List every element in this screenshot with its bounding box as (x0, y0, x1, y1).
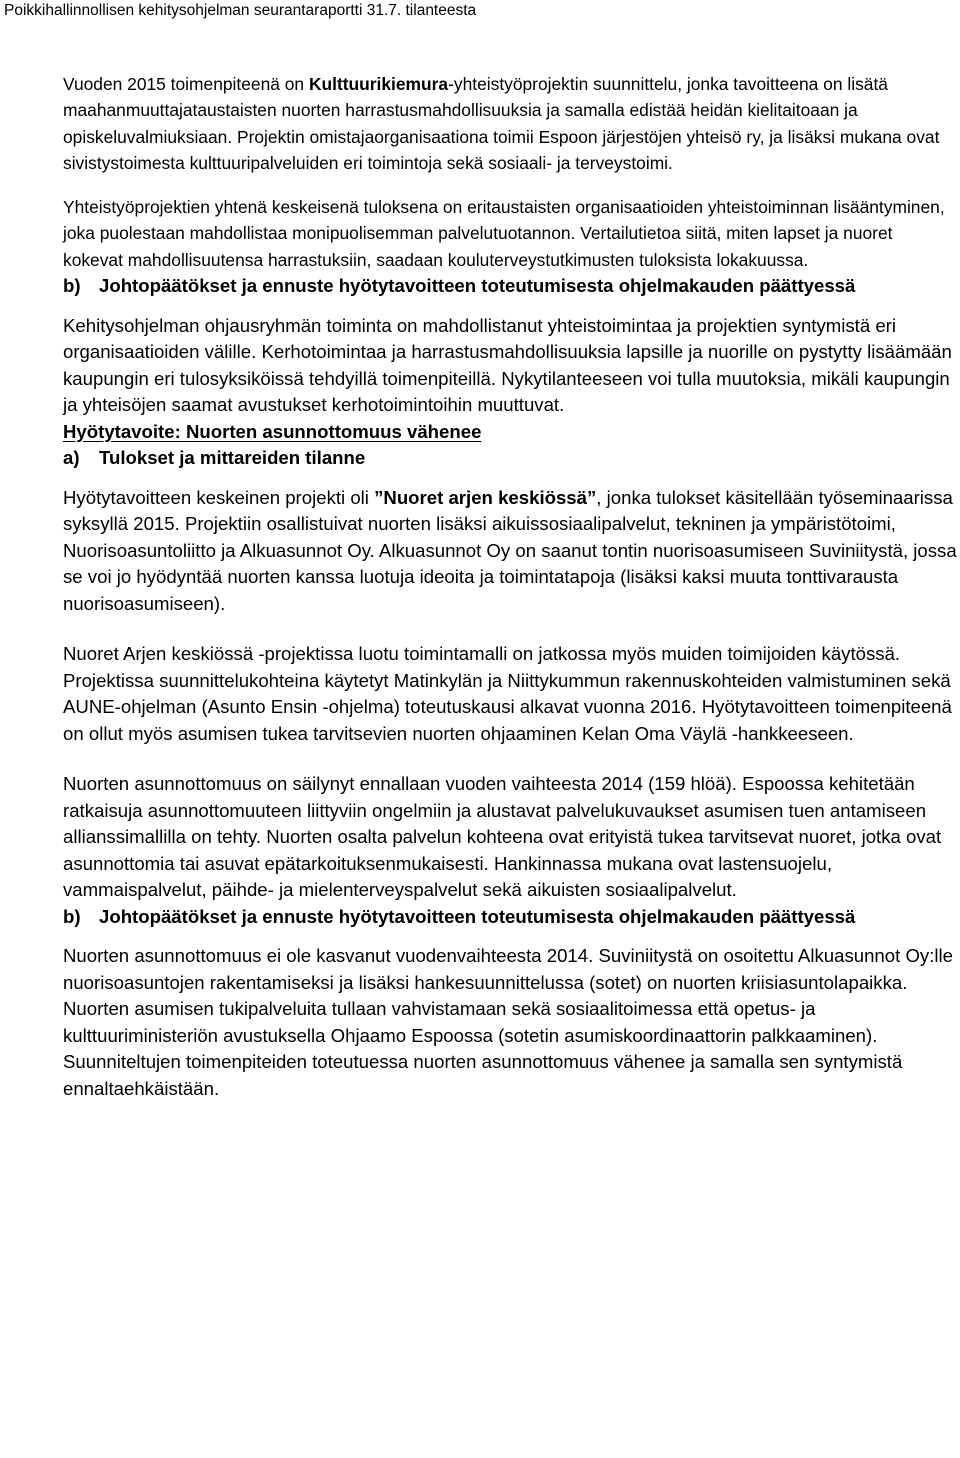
project-name-kulttuurikiemura: Kulttuurikiemura (308, 74, 449, 94)
paragraph-cooperation-results: Yhteistyöprojektien yhtenä keskeisenä tuloksena on eritaustaisten organisaatioiden yhteistoiminnan lisääntyminen, joka puolestaan mahdollistaa monipuolisemman palvelutuotannon. Vertailutietoa siitä, miten lapset ja nuoret kokevat mahdollisuutensa harrastuksiin, saadaan kouluterveystutkimusten tuloksista lokakuussa. (63, 197, 945, 270)
heading-text: Johtopäätökset ja ennuste hyötytavoitteen toteutumisesta ohjelmakauden päättyessä (99, 905, 856, 927)
text-run: Vuoden 2015 toimenpiteenä on (63, 74, 309, 94)
text-run: , jonka tulokset käsitellään työseminaarissa syksyllä 2015. Projektiin osallistuivat nuorten lisäksi aikuissosiaalipalvelut, tekninen ja ympäristötoimi, Nuorisoasuntoliitto ja Alkuasunnot Oy. Alkuasunnot Oy on saanut tontin nuorisoasumiseen Suviniitystä, jossa se voi jo hyödyntää nuorten kanssa luotuja ideoita ja toimintatapoja (lisäksi kaksi muuta tonttivarausta nuorisoasumiseen). (63, 486, 957, 614)
heading-text: Tulokset ja mittareiden tilanne (99, 447, 366, 469)
project-name-nuoret-arjen-keskiossa: ”Nuoret arjen keskiössä” (374, 486, 597, 508)
heading-label: a) (63, 447, 80, 469)
section-heading-results (63, 445, 957, 472)
paragraph-homelessness-outlook: Nuorten asunnottomuus ei ole kasvanut vuodenvaihteesta 2014. Suviniitystä on osoitettu Alkuasunnot Oy:lle nuorisoasuntojen rakentamiseksi ja lisäksi hankesuunnittelussa (sotet) on nuorten kriisiasuntolapaikka. Nuorten asumisen tukipalveluita tullaan vahvistamaan sekä sosiaalitoimessa että opetus- ja kulttuuriministeriön avustuksella Ohjaamo Espoossa (sotetin asumiskoordinaattorin palkkaaminen). Suunniteltujen toimenpiteiden toteutuessa nuorten asunnottomuus vähenee ja samalla sen syntymistä ennaltaehkäistään. (63, 945, 953, 1099)
paragraph-homelessness-status: Nuorten asunnottomuus on säilynyt ennallaan vuoden vaihteesta 2014 (159 hlöä). Espoossa kehitetään ratkaisuja asunnottomuuteen liittyviin ongelmiin ja alustavat palvelukuvaukset asumisen tuen antamiseen allianssimallilla on tehty. Nuorten osalta palvelun kohteena ovat erityistä tukea tarvitsevat nuoret, jotka ovat asunnottomia tai asuvat epätarkoituksenmukaisesti. Hankinnassa mukana ovat lastensuojelu, vammaispalvelut, päihde- ja mielenterveyspalvelut sekä aikuisten sosiaalipalvelut. (63, 773, 942, 901)
paragraph-operating-model: Nuoret Arjen keskiössä -projektissa luotu toimintamalli on jatkossa myös muiden toimijoiden käytössä. Projektissa suunnittelukohteina käytetyt Matinkylän ja Niittykummun rakennuskohteiden valmistuminen sekä AUNE-ohjelman (Asunto Ensin -ohjelma) toteutuskausi alkavat vuonna 2016. Hyötytavoitteen toimenpiteenä on ollut myös asumisen tukea tarvitsevien nuorten ohjaaminen Kelan Oma Väylä -hankkeeseen. (63, 643, 952, 744)
paragraph-key-project (63, 485, 957, 618)
section-heading-conclusions (63, 273, 957, 300)
text-run: Hyötytavoitteen keskeinen projekti oli (63, 486, 375, 508)
heading-label: b) (63, 275, 81, 297)
document-body (63, 71, 957, 1102)
benefit-goal-title: Hyötytavoite: Nuorten asunnottomuus vähenee (63, 420, 482, 442)
heading-label: b) (63, 905, 81, 927)
page-header: Poikkihallinnollisen kehitysohjelman seurantaraportti 31.7. tilanteesta (4, 2, 477, 19)
heading-text: Johtopäätökset ja ennuste hyötytavoitteen toteutumisesta ohjelmakauden päättyessä (99, 275, 856, 297)
paragraph-steering-group: Kehitysohjelman ohjausryhmän toiminta on mahdollistanut yhteistoimintaa ja projektien syntymistä eri organisaatioiden välille. Kerhotoimintaa ja harrastusmahdollisuuksia lapsille ja nuorille on pystytty lisäämään kaupungin eri tulosyksiköissä tehdyillä toimenpiteillä. Nykytilanteeseen voi tulla muutoksia, mikäli kaupungin ja yhteisöjen saamat avustukset kerhotoimintoihin muuttuvat. (63, 314, 952, 416)
text-run: -yhteistyöprojektin suunnittelu, jonka tavoitteena on lisätä maahanmuuttajataustaisten nuorten harrastusmahdollisuuksia ja samalla edistää heidän kielitaitoaan ja opiskeluvalmiuksiaan. Projektin omistajaorganisaationa toimii Espoon järjestöjen yhteisö ry, ja lisäksi mukana ovat sivistystoimesta kulttuuripalveluiden eri toimintoja sekä sosiaali- ja terveystoimi. (63, 74, 940, 173)
section-heading-conclusions-2 (63, 904, 957, 931)
paragraph-kulttuurikiemura (63, 71, 957, 176)
